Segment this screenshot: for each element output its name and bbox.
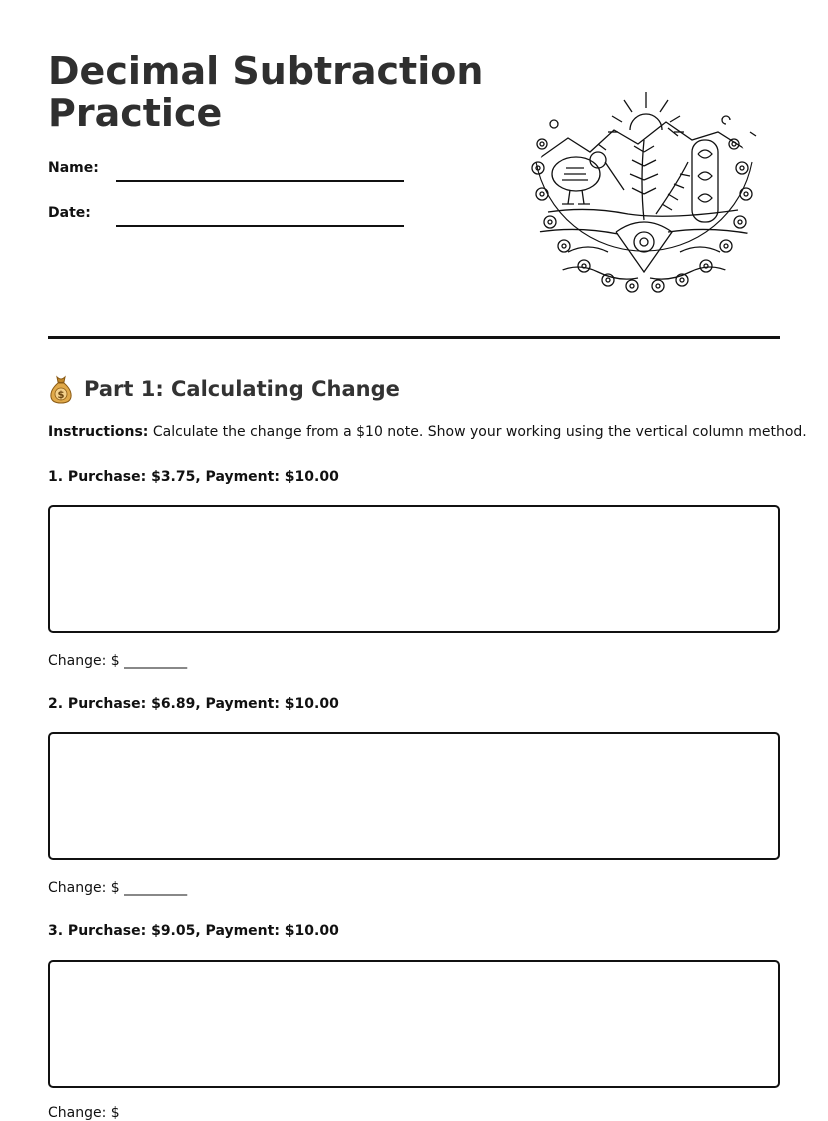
section-title: Part 1: Calculating Change bbox=[84, 377, 400, 401]
svg-text:$: $ bbox=[57, 390, 65, 401]
nz-emblem-illustration bbox=[528, 82, 760, 300]
working-box[interactable] bbox=[48, 732, 780, 860]
date-label: Date: bbox=[48, 205, 91, 221]
working-box[interactable] bbox=[48, 505, 780, 633]
money-bag-icon bbox=[48, 374, 74, 404]
worksheet-page bbox=[48, 0, 807, 1121]
question-label: 3. Purchase: $9.05, Payment: $10.00 bbox=[48, 923, 339, 939]
change-answer[interactable]: Change: $ _________ bbox=[48, 653, 188, 669]
section-divider bbox=[48, 336, 780, 339]
instructions bbox=[48, 424, 807, 440]
change-answer[interactable]: Change: $ _________ bbox=[48, 880, 188, 896]
name-field[interactable] bbox=[116, 180, 404, 182]
instructions-text: Calculate the change from a $10 note. Show your working using the vertical column method. bbox=[148, 424, 807, 440]
question-label: 1. Purchase: $3.75, Payment: $10.00 bbox=[48, 469, 339, 485]
name-label: Name: bbox=[48, 160, 99, 176]
page-title: Decimal Subtraction Practice bbox=[48, 49, 484, 135]
instructions-label: Instructions: bbox=[48, 424, 149, 440]
date-field[interactable] bbox=[116, 225, 404, 227]
change-answer[interactable]: Change: $ bbox=[48, 1105, 120, 1121]
question-label: 2. Purchase: $6.89, Payment: $10.00 bbox=[48, 696, 339, 712]
working-box[interactable] bbox=[48, 960, 780, 1088]
section-header bbox=[48, 372, 400, 406]
